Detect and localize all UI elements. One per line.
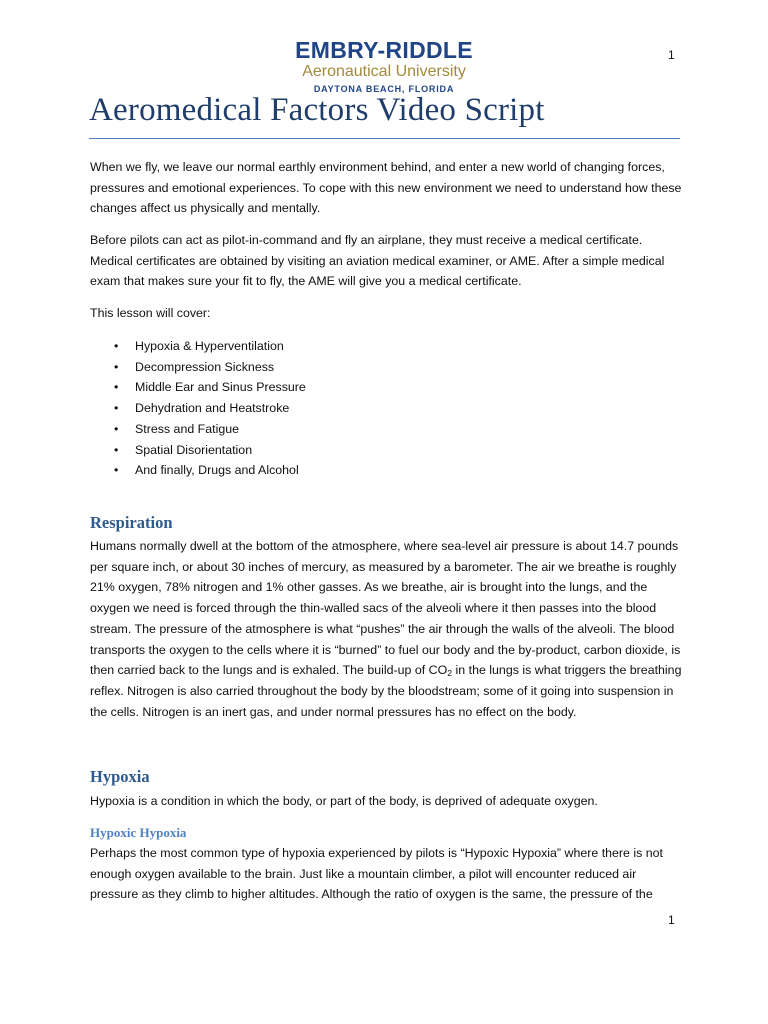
- intro-paragraph-3: This lesson will cover:: [90, 306, 211, 320]
- hypoxic-hypoxia-paragraph: Perhaps the most common type of hypoxia experienced by pilots is “Hypoxic Hypoxia” where there is not enough oxygen available to the brain. Just like a mountain climber, a pilot will encounter reduced air pressure as they climb to higher altitudes. Although the ratio of oxygen is the same, the pressure of the: [90, 846, 663, 902]
- header-page-number: 1: [668, 48, 675, 62]
- university-logo: [284, 38, 484, 95]
- logo-subtitle: Aeronautical University: [302, 63, 466, 80]
- intro-paragraph-1: When we fly, we leave our normal earthly environment behind, and enter a new world of changing forces, pressures and emotional experiences. To cope with this new environment we need to understand how these changes affect us physically and mentally.: [90, 160, 682, 216]
- list-item: • Stress and Fatigue: [114, 421, 240, 436]
- list-item: • Dehydration and Heatstroke: [114, 401, 290, 416]
- list-item: • Decompression Sickness: [114, 359, 275, 374]
- list-item: • Spatial Disorientation: [114, 442, 253, 457]
- document-title: Aeromedical Factors Video Script: [89, 92, 545, 128]
- list-item: • Middle Ear and Sinus Pressure: [114, 380, 306, 395]
- lesson-topics-list: [114, 336, 306, 481]
- logo-brand: EMBRY-RIDDLE: [295, 37, 473, 63]
- respiration-heading: Respiration: [90, 513, 173, 532]
- footer-page-number: 1: [668, 913, 675, 927]
- title-underline: [89, 138, 680, 139]
- hypoxic-hypoxia-heading: Hypoxic Hypoxia: [90, 825, 187, 840]
- hypoxia-heading: Hypoxia: [90, 767, 150, 786]
- list-item: • Hypoxia & Hyperventilation: [114, 339, 284, 353]
- respiration-paragraph: Humans normally dwell at the bottom of the atmosphere, where sea-level air pressure is about 14.7 pounds per square inch, or about 30 inches of mercury, as measured by a barometer. The air we breathe is roughly 21% oxygen, 78% nitrogen and 1% other gasses. As we breathe, air is brought into the lungs, and the oxygen we need is forced through the thin-walled sacs of the alveoli where it then passes into the blood stream. The pressure of the atmosphere is what “pushes” the air through the walls of the alveoli. The blood transports the oxygen to the cells where it is “burned” to fuel our body and the by-product, carbon dioxide, is then carried back to the lungs and is exhaled. The build-up of $CO_2$ in the lungs is what triggers the breathing reflex. Nitrogen is also carried throughout the body by the bloodstream; some of it going into suspension in the cells. Nitrogen is an inert gas, and under normal pressures has no effect on the body.: [90, 539, 682, 719]
- logo-location: DAYTONA BEACH, FLORIDA: [313, 84, 455, 94]
- list-item: • And finally, Drugs and Alcohol: [114, 463, 299, 478]
- intro-paragraph-2: Before pilots can act as pilot-in-command and fly an airplane, they must receive a medical certificate. Medical certificates are obtained by visiting an aviation medical examiner, or AME. After a simple medical exam that makes sure your fit to fly, the AME will give you a medical certificate.: [90, 233, 665, 289]
- hypoxia-paragraph: Hypoxia is a condition in which the body, or part of the body, is deprived of adequate oxygen.: [90, 794, 598, 808]
